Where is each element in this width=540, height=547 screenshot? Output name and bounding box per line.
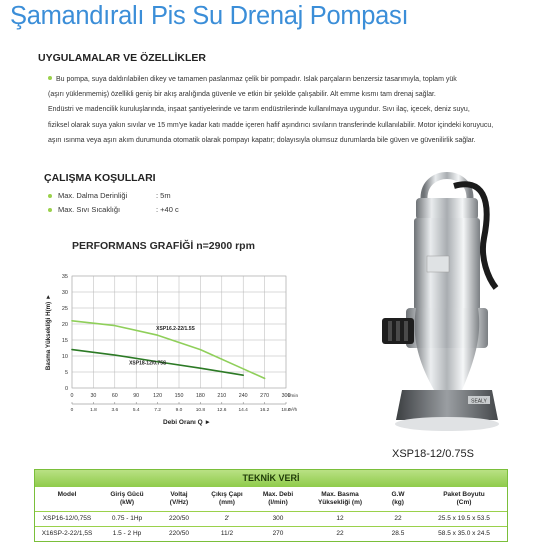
y-axis-label: Basma Yüksekliği H(m) ► (45, 293, 52, 371)
applications-description (48, 72, 516, 148)
table-cell: 300 (251, 512, 305, 527)
x-tick-label: 150 (174, 393, 184, 399)
x-tick-label: 180 (195, 393, 205, 399)
x-tick-label: 210 (217, 393, 227, 399)
table-cell: 11/2 (203, 527, 251, 542)
table-cell: 220/50 (155, 527, 203, 542)
x2-tick-label: 7.2 (154, 408, 161, 413)
table-cell: 220/50 (155, 512, 203, 527)
x2-tick-label: 18.0 (281, 408, 291, 413)
x-tick-label: 240 (238, 393, 248, 399)
series-label: XSP16.2-22/1.5S (156, 325, 195, 332)
description-line: (aşırı yüklenmemiş) özellikli geniş bir akış aralığında güvenle ve etkin bir şekilde çalışabilir. Alt emme kısmı tam drenaj sağlar. (48, 91, 436, 99)
table-row (35, 512, 507, 527)
x-tick-label: 120 (153, 393, 163, 399)
x-tick-label: 90 (133, 393, 140, 399)
description-line: fiziksel olarak suya yakın sıvılar ve 15 mm'ye kadar katı madde içeren hafif aşındırıcı sıvıların transferinde kullanılabilir. Motor içindeki koruyucu, (48, 121, 494, 129)
bullet-icon (48, 194, 52, 198)
table-cell: 12 (305, 512, 375, 527)
table-row (35, 527, 507, 542)
chart-grid (72, 276, 286, 404)
table-cell: 1.5 - 2 Hp (99, 527, 155, 542)
y-tick-label: 5 (64, 370, 68, 376)
column-header: Çıkış Çapı (mm) (211, 491, 243, 506)
y-tick-label: 10 (61, 354, 68, 360)
base-label-text: SEALY (471, 398, 487, 405)
pump-shadow (395, 417, 499, 431)
x2-tick-label: 0 (70, 408, 74, 413)
condition-label: Max. Dalma Derinliği (58, 191, 128, 200)
pump-volute (415, 308, 480, 390)
condition-value: : +40 c (156, 205, 179, 214)
condition-label: Max. Sıvı Sıcaklığı (58, 205, 121, 214)
table-cell: 270 (251, 527, 305, 542)
x-axis-label: Debi Oranı Q ► (163, 419, 211, 426)
x2-tick-label: 3.6 (111, 408, 119, 413)
chart-labels (45, 294, 211, 426)
performance-heading: PERFORMANS GRAFİĞİ n=2900 rpm (72, 240, 255, 252)
condition-row (48, 205, 179, 214)
x-unit-label: l/min (288, 394, 299, 399)
x-tick-label: 0 (70, 393, 74, 399)
condition-row (48, 191, 171, 200)
x2-tick-label: 5.4 (132, 408, 140, 413)
rating-label (427, 256, 449, 272)
y-tick-label: 15 (61, 338, 68, 344)
bullet-icon (48, 208, 52, 212)
table-cell: 22 (305, 527, 375, 542)
x-tick-label: 30 (90, 393, 97, 399)
column-header: Max. Basma Yüksekliği (m) (317, 491, 363, 506)
table-cell: 28.5 (375, 527, 421, 542)
table-cell: 25.5 x 19.5 x 53.5 (421, 512, 507, 527)
y-tick-label: 35 (61, 274, 68, 280)
table-cell: 2' (203, 512, 251, 527)
description-line: Endüstri ve madencilik kuruluşlarında, inşaat şantiyelerinde ve tarım endüstrilerinde kullanılmaya uygundur. Sıvı ilaç, içecek, deniz suyu, (48, 106, 470, 114)
x2-tick-label: 1.8 (90, 408, 97, 413)
column-header: Giriş Gücü (kW) (110, 491, 144, 506)
page-title: Şamandıralı Pis Su Drenaj Pompası (10, 2, 409, 30)
condition-value: : 5m (156, 191, 171, 200)
column-header: Model (57, 491, 77, 498)
pump-image (372, 158, 522, 440)
tech-header-row (35, 487, 507, 512)
conditions-heading: ÇALIŞMA KOŞULLARI (44, 172, 156, 184)
x-tick-label: 300 (281, 393, 291, 399)
table-cell: 58.5 x 35.0 x 24.5 (421, 527, 507, 542)
column-header: Voltaj (V/Hz) (169, 491, 189, 506)
x-tick-label: 60 (111, 393, 118, 399)
y-tick-label: 0 (64, 386, 68, 392)
x2-tick-label: 14.4 (238, 408, 248, 413)
table-cell: XSP16-12/0,75S (35, 512, 99, 527)
table-cell: 0.75 - 1Hp (99, 512, 155, 527)
description-line: Bu pompa, suya daldırılabilen dikey ve tamamen paslanmaz çelik bir pompadır. Islak parçaların benzersiz tasarımıyla, toplam yük (48, 72, 516, 87)
x2-tick-label: 9.0 (175, 408, 183, 413)
y-tick-label: 30 (61, 290, 68, 296)
pump-base (396, 390, 498, 420)
x2-tick-label: 10.8 (195, 408, 206, 413)
bullet-icon (48, 76, 52, 80)
table-cell: X16SP-2-22/1,5S (35, 527, 99, 542)
x2-unit-label: m³/h (288, 407, 298, 412)
tech-data-table (35, 487, 507, 541)
pump-top-cap (416, 198, 478, 220)
description-line: aşırı ısınma veya aşırı akım durumunda otomatik olarak pompayı kapatır; dolayısıyla olumsuz durumlarda bile güven ve güvenilirlik sağlar. (48, 136, 476, 144)
table-cell: 22 (375, 512, 421, 527)
performance-chart (40, 268, 302, 428)
column-header: Paket Boyutu (Cm) (443, 491, 485, 506)
tech-table-heading: TEKNİK VERİ (35, 470, 507, 487)
product-caption: XSP18-12/0.75S (392, 448, 474, 460)
x-tick-label: 270 (260, 393, 270, 399)
x2-tick-label: 12.6 (217, 408, 227, 413)
applications-heading: UYGULAMALAR VE ÖZELLİKLER (38, 52, 206, 64)
series-label: XSP18-12/0.75S (129, 360, 167, 367)
x2-tick-label: 16.2 (259, 408, 270, 413)
tech-table (34, 469, 508, 542)
column-header: Max. Debi (l/min) (262, 491, 294, 506)
y-tick-label: 20 (61, 322, 68, 328)
column-header: G.W (kg) (391, 491, 405, 506)
y-tick-label: 25 (61, 306, 68, 312)
